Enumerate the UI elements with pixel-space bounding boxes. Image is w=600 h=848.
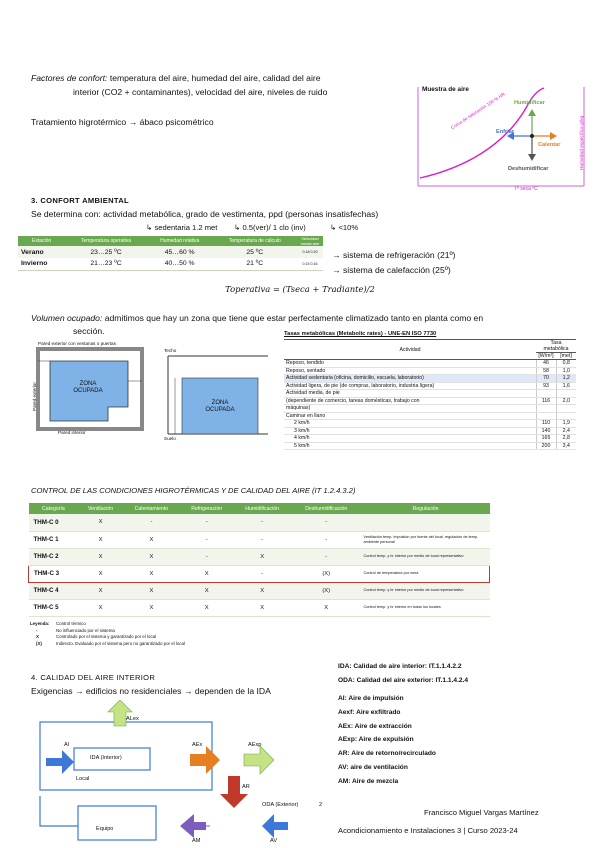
label-local: Local [76,776,90,782]
legend-key: Leyenda: [30,621,50,626]
cell-hr: 45…60 % [147,246,213,258]
th-humidificacion: Humidificación [233,503,291,514]
ida-label: IDA: Calidad de aire interior: IT.1.1.4.2.2 [338,663,462,670]
cell-top: 23…25 ºC [65,246,147,258]
cell-met [556,412,576,420]
equipo-box [78,806,156,840]
cell-v: X [78,531,122,548]
cell-w: 70 [536,375,556,383]
th-tasa: Tasa metabólica [536,340,576,353]
legend-value: Controlado por el sistema y garantizado por el local [56,634,157,639]
cell-cat: THM-C 5 [29,599,79,616]
volumen-text: admitimos que hay un zona que tiene que estar perfectamente climatizado tanto en planta como en [104,313,484,323]
arrow-dehumidify-head [528,154,536,161]
table-row [29,582,490,599]
cell-vel: 0.15 0.16 [297,258,323,270]
th-wm2: [W/m²] [536,353,556,360]
section3-title: 3. CONFORT AMBIENTAL [31,196,129,205]
sub-ppd: ↳ <10% [330,223,359,232]
cell-met: 1,0 [556,367,576,375]
volumen-label: Volumen ocupado: [31,313,103,323]
label-alex: ALex [126,716,139,722]
page-number: 2 [319,802,323,808]
table-row-highlighted [29,565,490,582]
table-row [284,360,576,368]
section4-exigencias: Exigencias → edificios no residenciales → dependen de la IDA [31,686,271,696]
metabolic-table [284,339,576,450]
th-categoria: Categoría [29,503,79,514]
label-am: AM [192,838,201,844]
cell-tc: 21 ºC [213,258,297,270]
legend-key: X [36,634,39,639]
section3-determina: Se determina con: actividad metabólica, grado de vestimenta, ppd (personas insatisfechas) [31,209,379,219]
comfort-table-header [18,236,323,246]
cell-act: Reposo, tendido [284,360,536,368]
cell-reg: Control temp. y hr interior por medio de local representativo [362,582,490,599]
table-row [284,367,576,375]
cell-d: - [291,514,362,531]
cell-w: 140 [536,427,556,435]
table-row [284,435,576,443]
cell-met: 1,9 [556,420,576,428]
label-humidify: Humidificar [514,100,545,106]
cell-w [536,390,556,398]
cell-reg: Control temp. y hr interior en todos los locales [362,599,490,616]
metabolic-title: Tasas metabólicas (Metabolic rates) - UNE-EN ISO 7730 [284,331,437,337]
cell-cat: THM-C 0 [29,514,79,531]
cell-r: - [180,514,233,531]
table-row [284,427,576,435]
cell-met: 1,6 [556,382,576,390]
plan-caption: Pared exterior con ventanas o puertas [38,341,116,346]
section-view [160,348,276,441]
cell-act: Actividad ligera, de pie (de compras, laboratorio, industria ligera) [284,382,536,390]
label-cool: Enfriar [496,129,515,135]
cell-top: 21…23 ºC [65,258,147,270]
legend-item [30,641,185,648]
th-refrigeracion: Refrigeración [180,503,233,514]
psychrometric-diagram [414,86,592,192]
cell-r: X [180,565,233,582]
table-row [29,514,490,531]
cell-d: X [291,599,362,616]
operative-formula: Toperativa = (Tseca + Tradiante)/2 [225,284,375,294]
cell-r: - [180,548,233,565]
cell-c: X [123,599,180,616]
label-aexp: AExp [248,742,262,748]
legend-value: No influenciado por el sistema [56,627,115,633]
cell-act: Actividad media, de pie [284,390,536,398]
table-row [18,246,323,258]
cell-c: X [123,582,180,599]
th-hr: Humedad relativa [147,236,213,246]
cell-season: Invierno [18,258,65,270]
cell-cat: THM-C 3 [29,565,79,582]
cell-h: - [233,565,291,582]
cell-w: 165 [536,435,556,443]
ar-arrow [220,776,248,808]
table-row [29,548,490,565]
arrow-refrigeracion: → sistema de refrigeración (21º) [332,250,456,260]
table-row [284,412,576,420]
cell-h: X [233,582,291,599]
volumen-line2: sección. [73,326,105,336]
cell-w: 93 [536,382,556,390]
comfort-factors-line2: interior (CO2 + contaminantes), velocidad del aire, niveles de ruido [73,87,328,97]
table-row [284,405,576,413]
air-sample-point [530,134,534,138]
cell-d: (X) [291,582,362,599]
th-tc: Temperatura de cálculo [213,236,297,246]
cell-w: 46 [536,360,556,368]
cell-act: Caminar en llano [284,412,536,420]
cell-w: 116 [536,397,556,405]
th-deshumidificacion: Deshumidificación [291,503,362,514]
cell-d: - [291,548,362,565]
cell-w: 110 [536,420,556,428]
def-aexp: AExp: Aire de expulsión [338,736,414,744]
legend-value: Indirecto. Evaluado por el sistema pero no garantizado por el local [56,640,185,646]
cell-d: (X) [291,565,362,582]
control-table [28,503,490,617]
arrow-heat-head [550,132,557,140]
cell-met: 2,8 [556,435,576,443]
air-flow-diagram [30,700,330,846]
def-ai: AI: Aire de impulsión [338,695,404,702]
def-am: AM: Aire de mezcla [338,777,399,785]
label-heat: Calentar [538,142,561,148]
table-row-highlighted [284,375,576,383]
cell-cat: THM-C 1 [29,531,79,548]
section-zone-label: ZONA OCUPADA [205,400,235,413]
table-row [29,531,490,548]
cell-d: - [291,531,362,548]
cell-reg: Control temp. y hr interior por medio de local representativo [362,548,490,565]
cell-r: X [180,582,233,599]
cell-met [556,405,576,413]
label-dehumidify: Deshumidificar [508,166,549,172]
volumen-line1 [31,313,483,324]
legend-key: - [36,627,38,633]
cell-c: X [123,548,180,565]
cell-c: - [123,514,180,531]
cell-act: 4 km/h [284,435,536,443]
def-aexf: Aexf: Aire exfiltrado [338,708,401,716]
cell-act: 3 km/h [284,427,536,435]
cell-v: X [78,548,122,565]
cell-hr: 40…50 % [147,258,213,270]
metabolic-header [284,340,576,353]
cell-v: X [78,599,122,616]
comfort-factors-line1 [31,73,321,84]
label-equipo: Equipo [96,826,114,832]
cell-tc: 25 ºC [213,246,297,258]
def-ar: AR: Aire de retorno/recirculado [338,750,436,758]
saturation-curve-label: Curva de saturación 100 % HR [450,91,506,131]
plan-exterior-label: Pared exterior [32,382,37,411]
cell-r: X [180,599,233,616]
legend-key: (X) [36,640,42,646]
section-svg [160,352,276,438]
sub-clo: ↳ 0.5(ver)/ 1 clo (inv) [234,223,306,232]
cell-vel: 0.18 0.20 [297,246,323,258]
arrow-humidify-head [528,109,536,116]
th-estacion: Estación [18,236,65,246]
th-top: Temperatura operativa [65,236,147,246]
table-row [284,442,576,450]
cell-met: 1,2 [556,375,576,383]
ai-arrow [46,750,74,774]
control-legend [30,621,185,647]
th-vel: Velocidad media aire [297,236,323,246]
label-ida-interior: IDA (Interior) [90,755,122,761]
plan-interior-label: Pared interior [58,430,86,435]
cell-h: X [233,548,291,565]
cell-met: 2,0 [556,397,576,405]
av-arrow [262,814,288,838]
air-flow-svg [30,700,330,846]
cell-act: 2 km/h [284,420,536,428]
cell-v: X [78,514,122,531]
table-row [29,599,490,616]
cell-h: - [233,514,291,531]
cell-cat: THM-C 2 [29,548,79,565]
cell-met: 0,8 [556,360,576,368]
cell-met: 3,4 [556,442,576,450]
cell-act: 5 km/h [284,442,536,450]
cell-act: Reposo, sentado [284,367,536,375]
cell-met [556,390,576,398]
cell-season: Verano [18,246,65,258]
section-suelo-label: Suelo [164,436,176,441]
cell-c: X [123,531,180,548]
cell-act: (dependiente de comercio, tareas domésticas, trabajo con [284,397,536,405]
cell-v: X [78,565,122,582]
th-actividad: Actividad [284,340,536,360]
x-axis-label: Tª seca ºC [514,186,538,192]
control-header [29,503,490,514]
hygrothermal-treatment: Tratamiento higrotérmico → ábaco psicométrico [31,117,214,127]
am-arrow [180,814,206,838]
return-line [40,796,78,826]
th-calentamiento: Calentamiento [123,503,180,514]
section4-title: 4. CALIDAD DEL AIRE INTERIOR [31,673,156,682]
cell-met: 2,4 [556,427,576,435]
cell-w: 58 [536,367,556,375]
control-title: CONTROL DE LAS CONDICIONES HIGROTÉRMICAS Y DE CALIDAD DEL AIRE (IT 1.2.4.3.2) [31,486,356,495]
table-row [284,382,576,390]
cell-reg [362,514,490,531]
cell-cat: THM-C 4 [29,582,79,599]
cell-act: máquinas) [284,405,536,413]
cell-reg: Control de temperatura por zona [362,565,490,582]
table-row [284,420,576,428]
table-row [284,390,576,398]
section-techo-label: Techo [164,348,177,353]
y-axis-label: Humedad específica g/kg [580,115,585,170]
aexp-arrow [244,746,274,774]
cell-reg: Ventilación temp. impulsión por fuente del local, regulación de temp. ambiente personal [362,531,490,548]
cell-v: X [78,582,122,599]
air-definitions [338,692,436,789]
comfort-factors-label: Factores de confort: [31,73,108,83]
label-aex: AEx [192,742,203,748]
footer-author: Francisco Miguel Vargas Martínez [424,808,539,817]
label-ai: AI [64,742,70,748]
cell-h: - [233,531,291,548]
cell-act: Actividad sedentaria (oficina, domicilio, escuela, laboratorio) [284,375,536,383]
plan-zone-label: ZONA OCUPADA [73,381,103,394]
arrow-calefaccion: → sistema de calefacción (25º) [332,265,451,275]
cell-w [536,412,556,420]
cell-w [536,405,556,413]
th-met: [met] [556,353,576,360]
footer-course: Acondicionamiento e Instalaciones 3 | Curso 2023-24 [338,826,518,835]
def-av: AV: aire de ventilación [338,763,408,771]
label-av: AV [270,838,278,844]
aex-arrow [190,746,220,774]
sub-sedentaria: ↳ sedentaria 1.2 met [146,223,218,232]
psychrometric-svg [414,86,592,192]
cell-r: - [180,531,233,548]
label-ar: AR [242,784,250,790]
table-row [284,397,576,405]
cell-c: X [123,565,180,582]
th-ventilacion: Ventilación [78,503,122,514]
comfort-table [18,236,323,271]
cell-h: X [233,599,291,616]
def-aex: AEx: Aire de extracción [338,722,412,730]
psychro-title: Muestra de aire [422,86,469,93]
oda-label: ODA: Calidad del aire exterior: IT.1.1.4.2.4 [338,677,469,684]
plan-view [30,341,148,437]
label-oda-exterior: ODA (Exterior) [262,802,299,808]
cell-w: 200 [536,442,556,450]
legend-value: Control térmico [56,621,86,626]
table-row [18,258,323,270]
comfort-factors-text: temperatura del aire, humedad del aire, calidad del aire [109,73,321,83]
th-regulacion: Regulación [362,503,490,514]
